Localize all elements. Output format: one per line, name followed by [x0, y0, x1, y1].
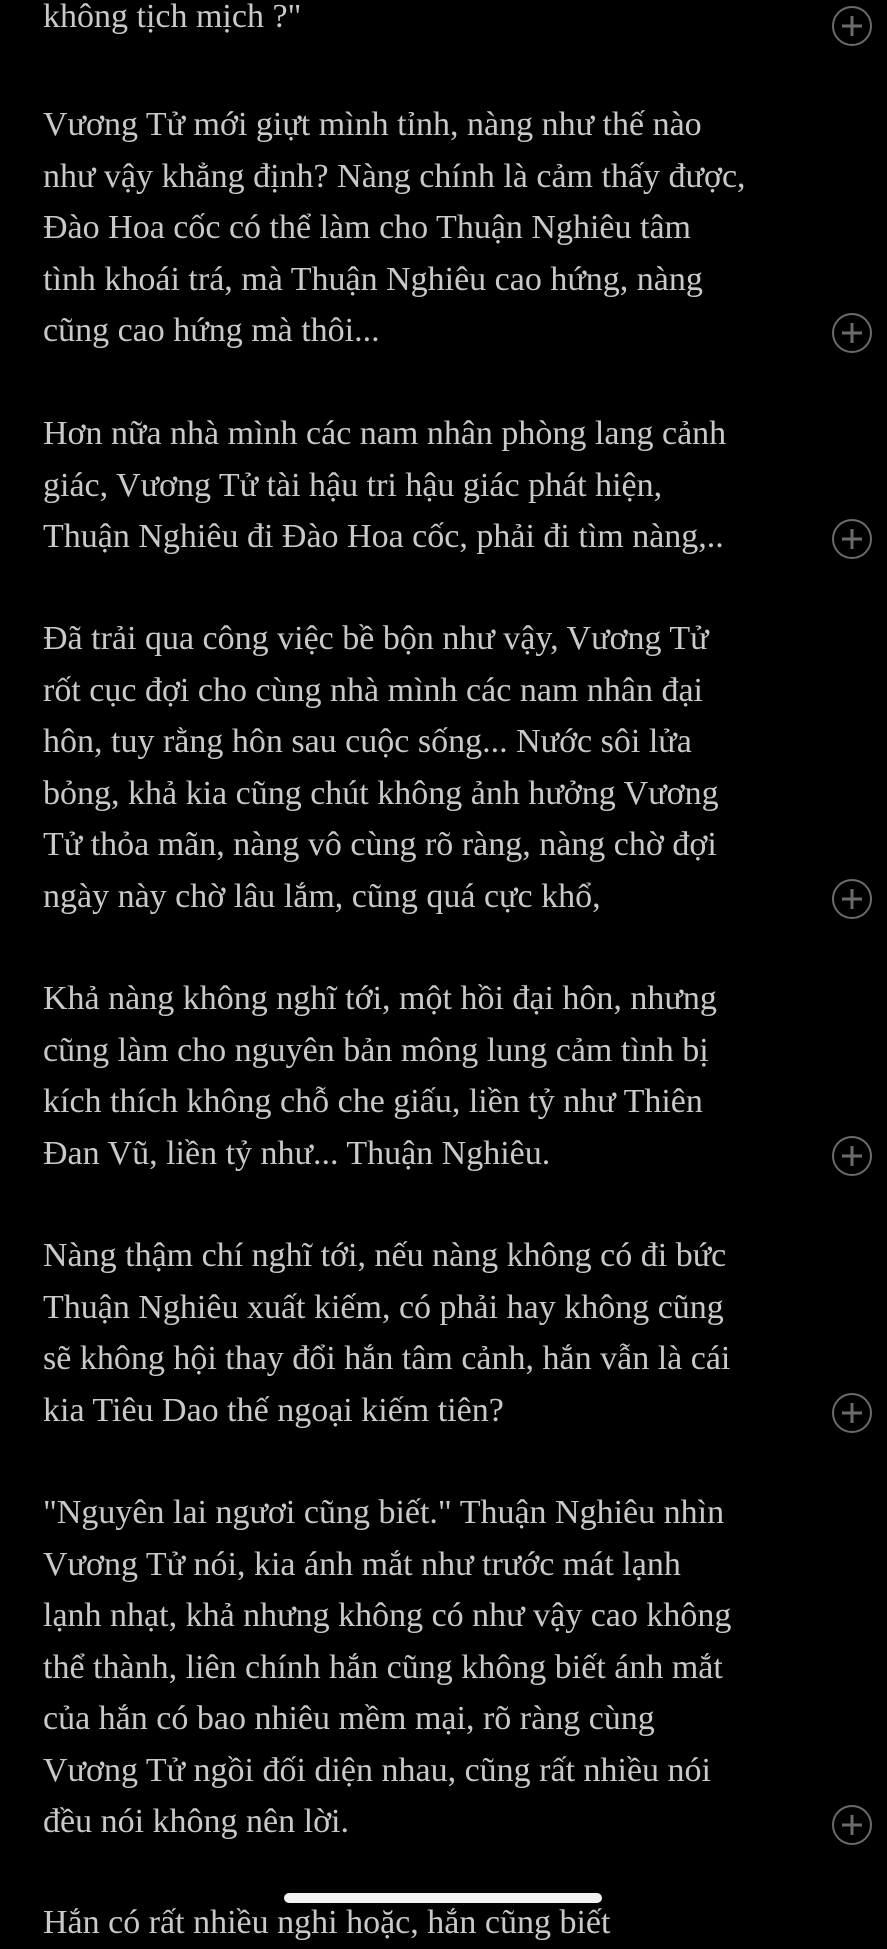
paragraph: Vương Tử mới giựt mình tỉnh, nàng như thế nào như vậy khẳng định? Nàng chính là cảm thấy được, Đào Hoa cốc có thể làm cho Thuận Nghiêu tâm tình khoái trá, mà Thuận Nghiêu cao hứng, nàng cũng cao hứng mà thôi...: [43, 106, 746, 349]
add-comment-button[interactable]: [832, 1393, 872, 1433]
paragraph: Nàng thậm chí nghĩ tới, nếu nàng không có đi bức Thuận Nghiêu xuất kiếm, có phải hay không cũng sẽ không hội thay đổi hắn tâm cảnh, hắn vẫn là cái kia Tiêu Dao thế ngoại kiếm tiên?: [43, 1237, 731, 1429]
paragraph: Khả nàng không nghĩ tới, một hồi đại hôn, nhưng cũng làm cho nguyên bản mông lung cảm tình bị kích thích không chỗ che giấu, liền tỷ như Thiên Đan Vũ, liền tỷ như... Thuận Nghiêu.: [43, 980, 717, 1172]
add-comment-button[interactable]: [832, 519, 872, 559]
add-comment-button[interactable]: [832, 313, 872, 353]
add-comment-button[interactable]: [832, 6, 872, 46]
add-comment-button[interactable]: [832, 1805, 872, 1845]
add-comment-button[interactable]: [832, 1136, 872, 1176]
paragraph: Đã trải qua công việc bề bộn như vậy, Vương Tử rốt cục đợi cho cùng nhà mình các nam nhân đại hôn, tuy rằng hôn sau cuộc sống... Nước sôi lửa bỏng, khả kia cũng chút không ảnh hưởng Vương Tử thỏa mãn, nàng vô cùng rõ ràng, nàng chờ đợi ngày này chờ lâu lắm, cũng quá cực khổ,: [43, 620, 719, 915]
paragraph: Hắn có rất nhiều nghi hoặc, hắn cũng biết: [43, 1904, 611, 1941]
home-indicator[interactable]: [284, 1893, 602, 1903]
add-comment-button[interactable]: [832, 879, 872, 919]
paragraph: không tịch mịch ?": [43, 0, 302, 35]
paragraph: Hơn nữa nhà mình các nam nhân phòng lang cảnh giác, Vương Tử tài hậu tri hậu giác phát hiện, Thuận Nghiêu đi Đào Hoa cốc, phải đi tìm nàng,..: [43, 415, 727, 555]
paragraph: "Nguyên lai ngươi cũng biết." Thuận Nghiêu nhìn Vương Tử nói, kia ánh mắt như trước mát lạnh lạnh nhạt, khả nhưng không có như vậy cao không thể thành, liên chính hắn cũng không biết ánh mắt của hắn có bao nhiêu mềm mại, rõ ràng cùng Vương Tử ngồi đối diện nhau, cũng rất nhiều nói đều nói không nên lời.: [43, 1494, 732, 1840]
